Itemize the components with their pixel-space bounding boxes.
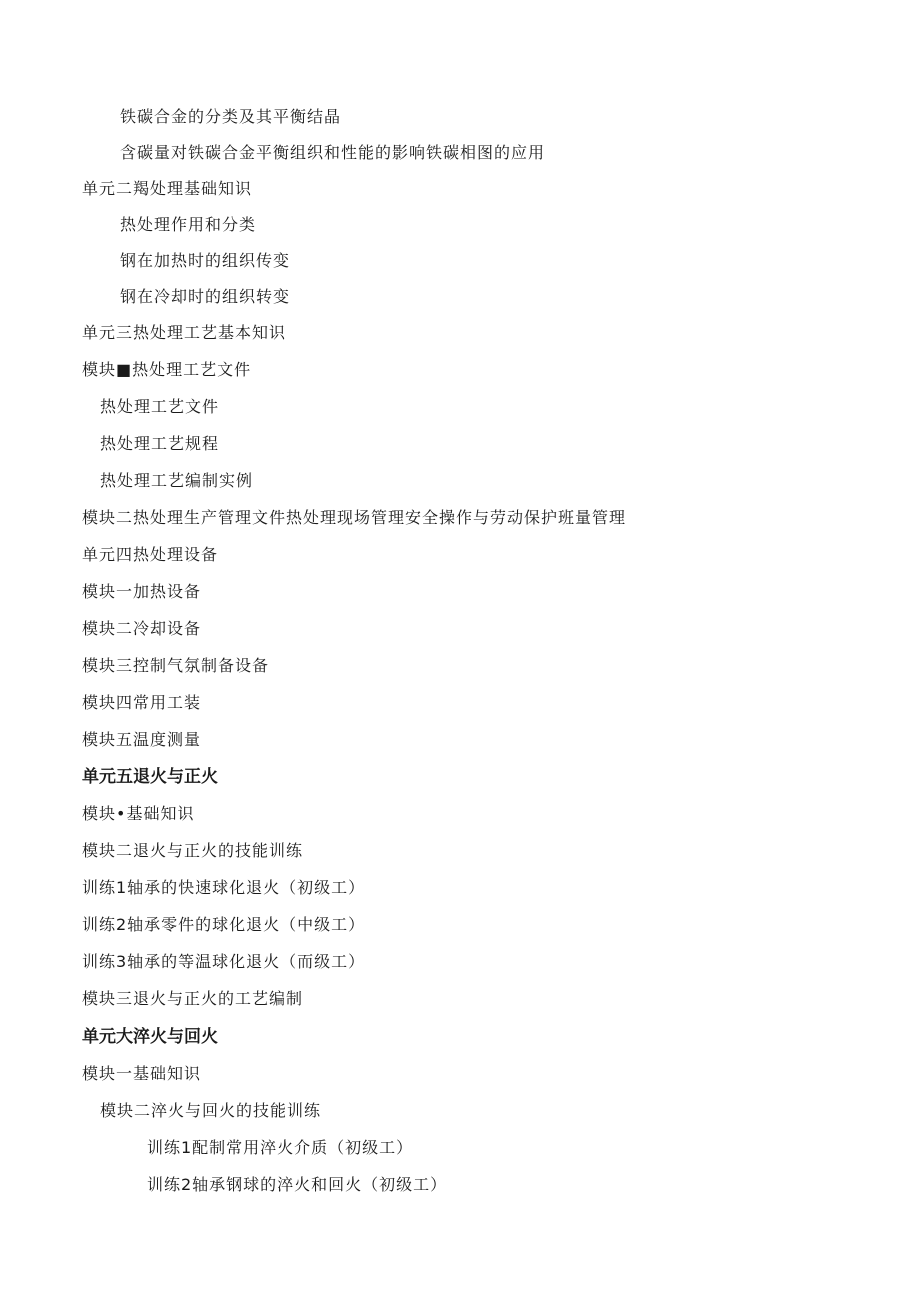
toc-module: 模块■热处理工艺文件 [82,360,252,379]
toc-module: 模块二退火与正火的技能训练 [82,841,304,860]
toc-unit-heading-bold: 单元五退火与正火 [82,767,218,787]
toc-training: 训练2轴承钢球的淬火和回火（初级工） [147,1175,448,1194]
toc-unit-heading: 单元三热处理工艺基本知识 [82,323,287,342]
toc-module: 模块•基础知识 [82,804,195,823]
toc-training: 训练1轴承的快速球化退火（初级工） [82,878,366,897]
toc-entry: 钢在加热时的组织传变 [120,251,291,270]
toc-module: 模块四常用工装 [82,693,202,712]
toc-entry: 热处理作用和分类 [120,215,257,234]
toc-module: 模块一加热设备 [82,582,202,601]
toc-module: 模块二热处理生产管理文件热处理现场管理安全操作与劳动保护班量管理 [82,508,627,527]
toc-entry: 热处理工艺编制实例 [100,471,254,490]
toc-training: 训练3轴承的等温球化退火（而级工） [82,952,366,971]
toc-unit-heading-bold: 单元大淬火与回火 [82,1027,218,1047]
toc-module: 模块五温度测量 [82,730,202,749]
toc-module: 模块三退火与正火的工艺编制 [82,989,304,1008]
toc-module: 模块二淬火与回火的技能训练 [100,1101,322,1120]
toc-entry: 铁碳合金的分类及其平衡结晶 [120,107,342,126]
toc-entry: 含碳量对铁碳合金平衡组织和性能的影响铁碳相图的应用 [120,143,546,162]
toc-training: 训练2轴承零件的球化退火（中级工） [82,915,366,934]
toc-training: 训练1配制常用淬火介质（初级工） [147,1138,414,1157]
toc-unit-heading: 单元二羯处理基础知识 [82,179,253,198]
toc-entry: 热处理工艺规程 [100,434,220,453]
toc-module: 模块一基础知识 [82,1064,202,1083]
toc-module: 模块二冷却设备 [82,619,202,638]
toc-module: 模块三控制气氛制备设备 [82,656,270,675]
toc-entry: 热处理工艺文件 [100,397,220,416]
toc-unit-heading: 单元四热处理设备 [82,545,219,564]
toc-entry: 钢在冷却时的组织转变 [120,287,291,306]
